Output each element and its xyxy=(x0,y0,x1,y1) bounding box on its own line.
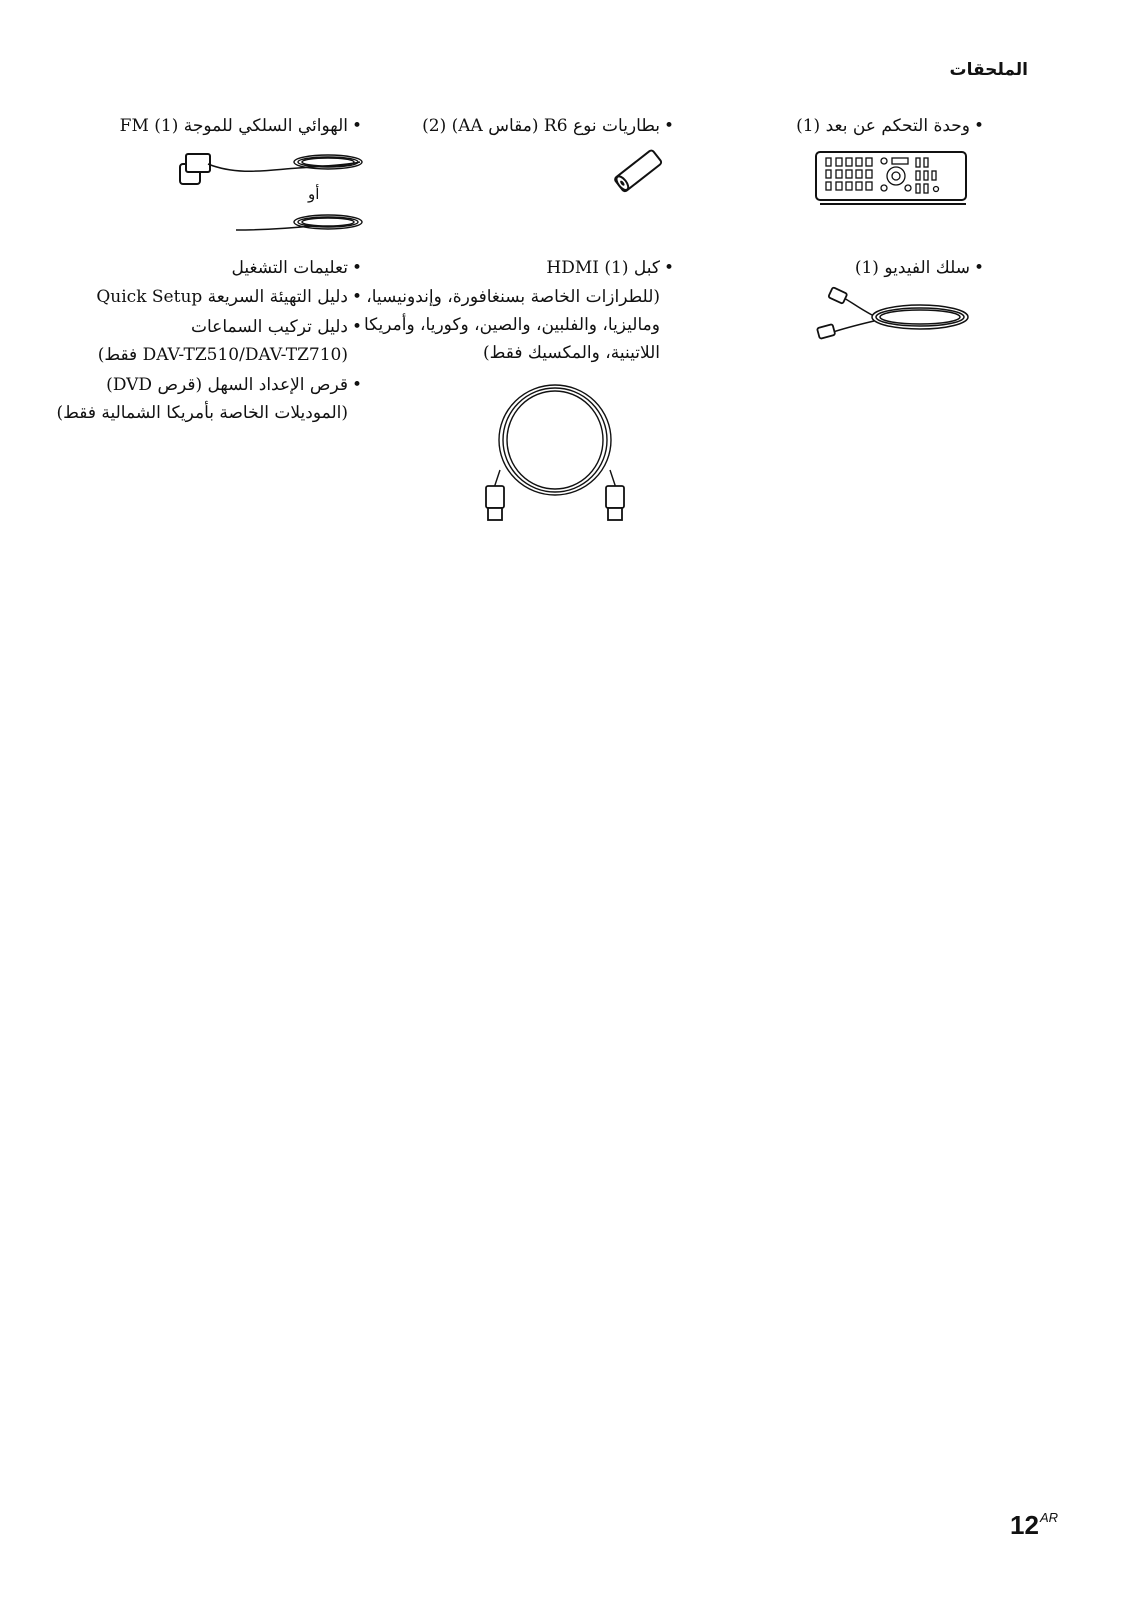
hdmi-cable-label: كبل HDMI (1) xyxy=(546,258,660,278)
hdmi-cable-illustration xyxy=(470,380,640,530)
bullet: • xyxy=(663,116,675,136)
setup-disc-models: (الموديلات الخاصة بأمريكا الشمالية فقط) xyxy=(56,403,348,423)
batteries-label: بطاريات نوع R6 (مقاس AA) (2) xyxy=(422,116,660,136)
bullet: • xyxy=(351,287,363,307)
section-title: الملحقات xyxy=(949,60,1028,80)
list-item-fm-antenna xyxy=(120,112,366,140)
page-number-value: 12 xyxy=(1010,1510,1039,1540)
bullet: • xyxy=(351,317,363,337)
hdmi-cable-note-line-1: (للطرازات الخاصة بسنغافورة، وإندونيسيا، xyxy=(366,287,660,307)
remote-label: وحدة التحكم عن بعد (1) xyxy=(796,116,970,136)
fm-antenna-connector-illustration xyxy=(178,150,368,190)
fm-antenna-label: الهوائي السلكي للموجة FM (1) xyxy=(119,116,348,136)
fm-antenna-wire-illustration xyxy=(232,210,368,236)
video-cord-illustration xyxy=(812,285,974,345)
bullet: • xyxy=(351,258,363,278)
operating-instructions-label: تعليمات التشغيل xyxy=(231,258,348,278)
bullet: • xyxy=(351,116,363,136)
list-item-operating-instructions xyxy=(231,254,366,282)
bullet: • xyxy=(351,375,363,395)
setup-disc-label: قرص الإعداد السهل (قرص DVD) xyxy=(106,375,348,395)
list-item-hdmi-cable xyxy=(546,254,678,282)
bullet: • xyxy=(973,258,985,278)
quick-setup-label: دليل التهيئة السريعة Quick Setup xyxy=(96,287,348,307)
bullet: • xyxy=(663,258,675,278)
bullet: • xyxy=(973,116,985,136)
list-item-setup-disc xyxy=(106,371,366,399)
page-number xyxy=(1010,1510,1058,1541)
list-item-remote xyxy=(796,112,988,140)
list-item-video-cord xyxy=(855,254,988,282)
page-number-suffix: AR xyxy=(1039,1510,1058,1525)
or-label: أو xyxy=(308,185,320,203)
list-item-quick-setup xyxy=(96,283,366,311)
speaker-guide-label: دليل تركيب السماعات xyxy=(191,317,348,337)
hdmi-cable-note-line-3: اللاتينية، والمكسيك فقط) xyxy=(482,343,660,363)
hdmi-cable-note-line-2: وماليزيا، والفلبين، والصين، وكوريا، وأمريكا xyxy=(363,315,660,335)
speaker-guide-models: (DAV-TZ510/DAV-TZ710 فقط) xyxy=(97,345,348,365)
list-item-batteries xyxy=(422,112,678,140)
remote-control-illustration xyxy=(812,150,972,208)
list-item-speaker-guide xyxy=(191,313,366,341)
video-cord-label: سلك الفيديو (1) xyxy=(854,258,970,278)
battery-illustration xyxy=(610,145,670,195)
